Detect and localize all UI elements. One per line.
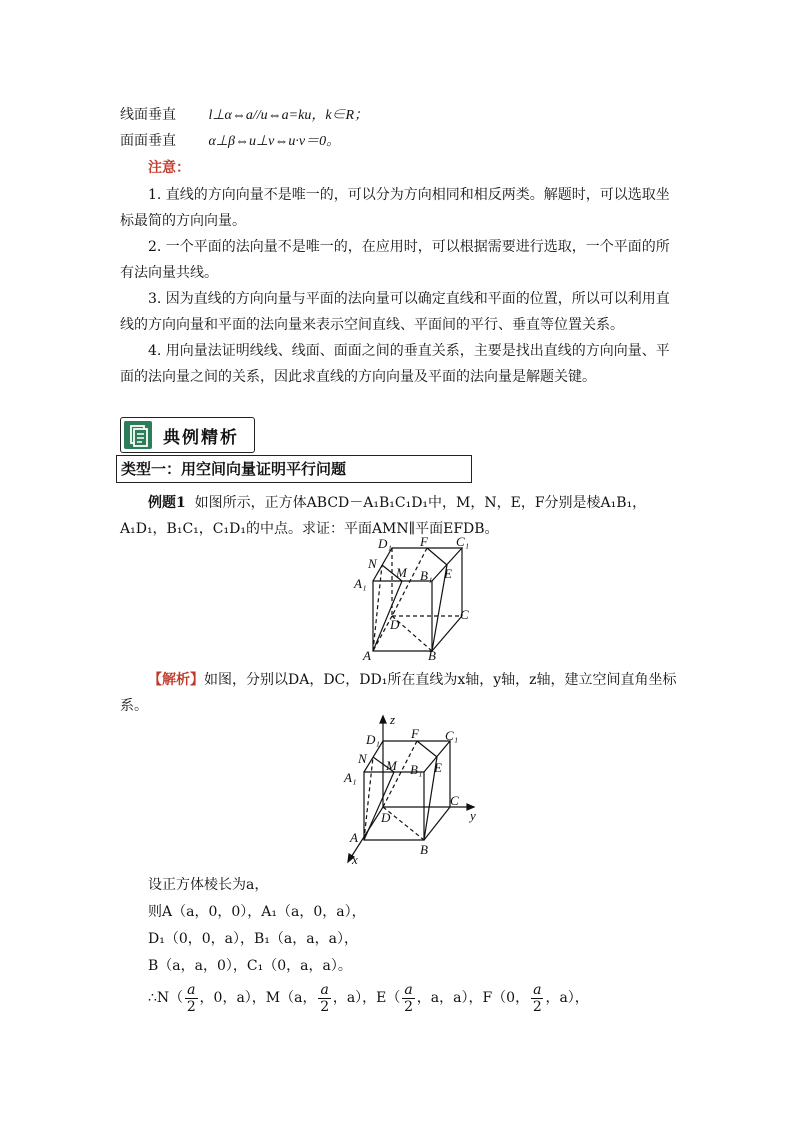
plane-plane-perp-label: 面面垂直 — [120, 133, 176, 149]
fraction-a-over-2: $\frac{a}{2}$ — [404, 981, 414, 1015]
coord5-part-b: ，a），E（ — [332, 990, 401, 1006]
fig2-label-d1: D₁ — [366, 732, 380, 747]
solution-intro — [120, 667, 680, 719]
coord5-part-c: ，a，a），F（0， — [416, 990, 530, 1006]
note-item-2: 2. 一个平面的法向量不是唯一的，在应用时，可以根据需要进行选取，一个平面的所有法向量共线。 — [120, 239, 670, 281]
fig2-label-c: C — [450, 793, 459, 808]
fig1-label-n: N — [368, 556, 377, 571]
note-item-3: 3. 因为直线的方向向量与平面的法向量可以确定直线和平面的位置，所以可以利用直线的方向向量和平面的法向量来表示空间直线、平面间的平行、垂直等位置关系。 — [120, 291, 670, 333]
fig2-label-m: M — [386, 758, 397, 773]
note-item-4: 4. 用向量法证明线线、线面、面面之间的垂直关系，主要是找出直线的方向向量、平面的法向量之间的关系，因此求直线的方向向量及平面的法向量是解题关键。 — [120, 343, 670, 385]
fig2-label-y: y — [470, 808, 476, 823]
fig1-label-b1: B₁ — [420, 568, 433, 583]
fig2-label-a1: A₁ — [344, 770, 357, 785]
coord-line-3: D₁（0，0，a），B₁（a，a，a）， — [148, 931, 358, 947]
section-banner-title: 典例精析 — [163, 428, 239, 448]
section-banner — [120, 417, 255, 453]
document-icon — [124, 421, 152, 449]
fraction-a-over-2: $\frac{a}{2}$ — [320, 981, 330, 1015]
cube-figure-2 — [340, 714, 490, 866]
line-plane-perp-formula: l⊥α⇔a//u⇔a=ku，k∈R； — [208, 108, 369, 123]
coord5-part-d: ，a）， — [545, 990, 589, 1006]
fig1-label-e: E — [444, 566, 452, 581]
fig2-label-a: A — [350, 830, 358, 845]
note-title: 注意： — [148, 160, 190, 176]
fraction-a-over-2: $\frac{a}{2}$ — [186, 981, 196, 1015]
type-heading-box — [116, 455, 472, 483]
figure2-labels — [343, 714, 476, 866]
note-item-1: 1. 直线的方向向量不是唯一的，可以分为方向相同和相反两类。解题时，可以选取坐标最简的方向向量。 — [120, 187, 670, 229]
cube-figure-1 — [340, 536, 480, 662]
fig2-label-b1: B₁ — [410, 762, 423, 777]
solution-text: 如图，分别以DA，DC，DD₁所在直线为x轴，y轴，z轴，建立空间直角坐标系。 — [120, 672, 677, 714]
fig1-label-c1: C₁ — [456, 536, 470, 549]
fig1-label-c: C — [460, 607, 469, 622]
fig2-label-f: F — [411, 726, 419, 741]
coord-line-2: 则A（a，0，0），A₁（a，0，a）， — [148, 904, 366, 920]
coord-line-5 — [148, 978, 589, 1018]
coord5-part-a: ，0，a），M（a， — [199, 990, 317, 1006]
plane-plane-perp-formula: α⊥β⇔u⊥v⇔u·v＝0。 — [208, 134, 341, 149]
coord-line-4: B（a，a，0），C₁（0，a，a）。 — [148, 958, 352, 974]
fig1-label-b: B — [428, 648, 436, 662]
fig2-label-c1: C₁ — [445, 728, 459, 743]
fig1-label-a: A — [363, 648, 371, 662]
fig2-label-e: E — [434, 760, 442, 775]
type-heading: 类型一：用空间向量证明平行问题 — [121, 460, 347, 478]
notes-block — [120, 182, 680, 390]
line-plane-perp-label: 线面垂直 — [120, 107, 176, 123]
solution-label: 【解析】 — [148, 672, 204, 688]
fig1-label-d: D — [390, 617, 400, 632]
line-perp-line-plane — [120, 104, 368, 127]
figure1-labels — [353, 536, 469, 662]
fig2-label-d: D — [381, 810, 391, 825]
example-label: 例题1 — [148, 495, 186, 511]
fig1-label-d1: D₁ — [378, 536, 392, 551]
coord5-prefix: ∴N（ — [148, 990, 184, 1006]
fig1-label-f: F — [420, 536, 428, 549]
fig2-label-n: N — [358, 751, 367, 766]
fig2-label-b: B — [420, 842, 428, 857]
fig2-label-z: z — [390, 714, 396, 727]
fig1-label-a1: A₁ — [354, 576, 367, 591]
example-block — [120, 490, 680, 542]
fig1-label-m: M — [396, 565, 407, 580]
coord-line-1: 设正方体棱长为a， — [148, 877, 269, 893]
fraction-a-over-2: $\frac{a}{2}$ — [532, 981, 542, 1015]
example-text: 如图所示，正方体ABCD－A₁B₁C₁D₁中，M，N，E，F分别是棱A₁B₁，A₁D₁，B₁C₁，C₁D₁的中点。求证：平面AMN∥平面EFDB。 — [120, 495, 647, 537]
line-perp-plane-plane — [120, 130, 340, 153]
fig2-label-x: x — [352, 852, 358, 866]
